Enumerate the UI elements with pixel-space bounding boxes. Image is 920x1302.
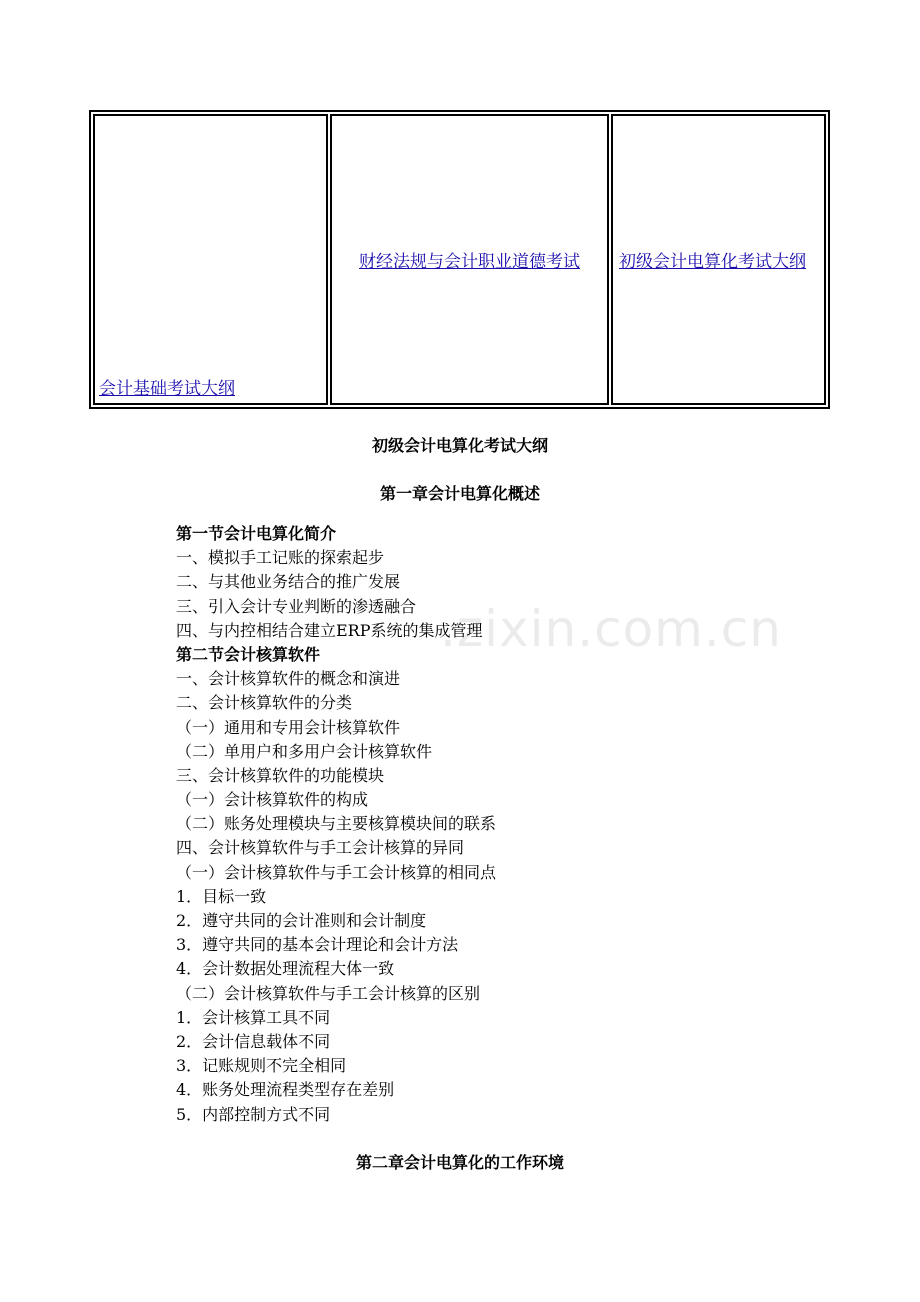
chapter-2-title: 第二章会计电算化的工作环境 xyxy=(355,1153,564,1172)
links-table xyxy=(89,110,830,409)
outline-item: （一）会计核算软件的构成 xyxy=(176,790,369,810)
outline-item: （一）通用和专用会计核算软件 xyxy=(176,717,401,737)
link-finance-law-ethics-exam[interactable]: 财经法规与会计职业道德考试 xyxy=(359,252,580,272)
outline-item: 2．会计信息载体不同 xyxy=(176,1031,331,1051)
watermark: .zixin.com.cn xyxy=(440,600,782,658)
link-cell-finance-law xyxy=(330,114,609,405)
outline-item: （二）会计核算软件与手工会计核算的区别 xyxy=(176,983,481,1003)
outline-item: 三、会计核算软件的功能模块 xyxy=(176,765,385,785)
outline-item: 3．遵守共同的基本会计理论和会计方法 xyxy=(176,935,459,955)
outline-item: （二）单用户和多用户会计核算软件 xyxy=(176,741,433,761)
chapter-1-title: 第一章会计电算化概述 xyxy=(379,484,540,503)
section-heading: 第二节会计核算软件 xyxy=(176,644,321,664)
link-computerized-accounting-outline[interactable]: 初级会计电算化考试大纲 xyxy=(619,252,806,272)
outline-item: 一、模拟手工记账的探索起步 xyxy=(176,548,385,568)
link-accounting-basics-outline[interactable]: 会计基础考试大纲 xyxy=(99,379,235,399)
outline-item: 1．目标一致 xyxy=(176,886,267,906)
outline-item: 1．会计核算工具不同 xyxy=(176,1007,331,1027)
section-heading: 第一节会计电算化简介 xyxy=(176,524,337,543)
outline-item: 二、与其他业务结合的推广发展 xyxy=(176,572,401,592)
outline-item: 3．记账规则不完全相同 xyxy=(176,1056,347,1076)
outline-item: 四、会计核算软件与手工会计核算的异同 xyxy=(176,838,465,858)
outline-item: 一、会计核算软件的概念和演进 xyxy=(176,669,401,689)
outline-item: 4．账务处理流程类型存在差别 xyxy=(176,1080,395,1100)
outline-item: （二）账务处理模块与主要核算模块间的联系 xyxy=(176,814,497,834)
outline-item: （一）会计核算软件与手工会计核算的相同点 xyxy=(176,862,497,882)
outline-item: 四、与内控相结合建立ERP系统的集成管理 xyxy=(176,620,483,640)
outline-item: 三、引入会计专业判断的渗透融合 xyxy=(176,596,417,616)
link-cell-accounting-basics xyxy=(93,114,328,405)
outline-item: 2．遵守共同的会计准则和会计制度 xyxy=(176,911,427,930)
outline-body xyxy=(176,522,796,1127)
outline-item: 二、会计核算软件的分类 xyxy=(176,693,353,713)
outline-item: 5．内部控制方式不同 xyxy=(176,1104,331,1124)
document-title: 初级会计电算化考试大纲 xyxy=(371,436,548,455)
link-cell-computerized-accounting xyxy=(611,114,826,405)
outline-item: 4．会计数据处理流程大体一致 xyxy=(176,959,395,979)
